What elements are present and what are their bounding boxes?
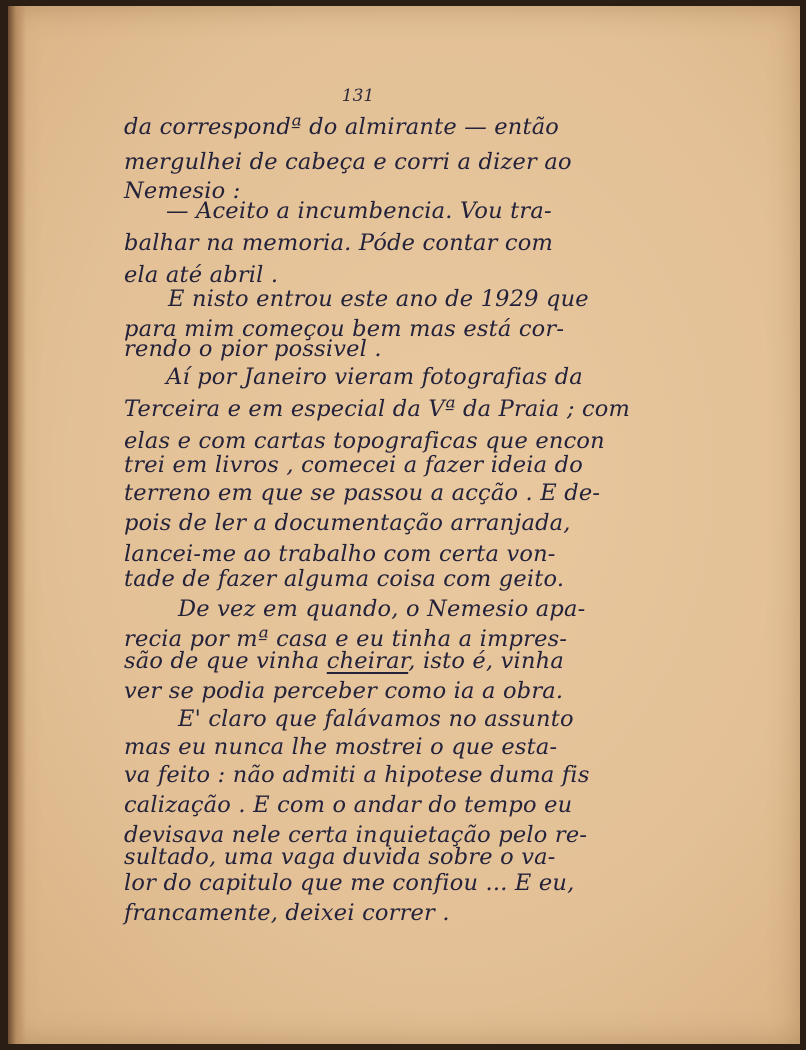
underlined-word: cheirar — [326, 648, 409, 674]
text-line: para mim começou bem mas está cor- — [124, 316, 565, 342]
text-line: recia por mª casa e eu tinha a impres- — [124, 626, 568, 652]
text-line: devisava nele certa inquietação pelo re- — [124, 822, 588, 848]
text-line: Aí por Janeiro vieram fotografias da — [166, 364, 583, 390]
manuscript-page — [8, 6, 800, 1044]
text-line: lancei-me ao trabalho com certa von- — [124, 541, 556, 567]
text-line: ver se podia perceber como ia a obra. — [124, 678, 564, 704]
text-line: balhar na memoria. Póde contar com — [124, 230, 554, 256]
text-line: rendo o pior possivel . — [124, 336, 382, 362]
text-line: E' claro que falávamos no assunto — [178, 706, 574, 732]
text-line: da correspondª do almirante — então — [124, 114, 560, 140]
text-line: calização . E com o andar do tempo eu — [124, 792, 573, 818]
text-line: sultado, uma vaga duvida sobre o va- — [124, 844, 556, 870]
text-line: trei em livros , comecei a fazer ideia do — [124, 452, 583, 478]
handwritten-text-block — [8, 6, 800, 1044]
text-line: mergulhei de cabeça e corri a dizer ao — [124, 149, 572, 175]
text-line: elas e com cartas topograficas que encon — [124, 428, 605, 454]
text-line: lor do capitulo que me confiou ... E eu, — [124, 870, 575, 896]
text-fragment: são de que vinha — [124, 648, 320, 674]
text-line: — Aceito a incumbencia. Vou tra- — [166, 198, 552, 224]
page-number: 131 — [341, 86, 375, 106]
text-line: mas eu nunca lhe mostrei o que esta- — [124, 734, 558, 760]
text-line: ela até abril . — [124, 262, 279, 288]
text-line: francamente, deixei correr . — [124, 900, 450, 926]
text-line: terreno em que se passou a acção . E de- — [124, 480, 601, 506]
text-line — [124, 648, 564, 674]
text-fragment: , isto é, vinha — [408, 648, 564, 674]
text-line: E nisto entrou este ano de 1929 que — [168, 286, 589, 312]
text-line: pois de ler a documentação arranjada, — [124, 510, 571, 536]
text-line: De vez em quando, o Nemesio apa- — [178, 596, 586, 622]
text-line: Terceira e em especial da Vª da Praia ; com — [124, 396, 631, 422]
text-line: va feito : não admiti a hipotese duma fis — [124, 762, 590, 788]
text-line: tade de fazer alguma coisa com geito. — [124, 566, 565, 592]
text-line: Nemesio : — [124, 178, 241, 204]
